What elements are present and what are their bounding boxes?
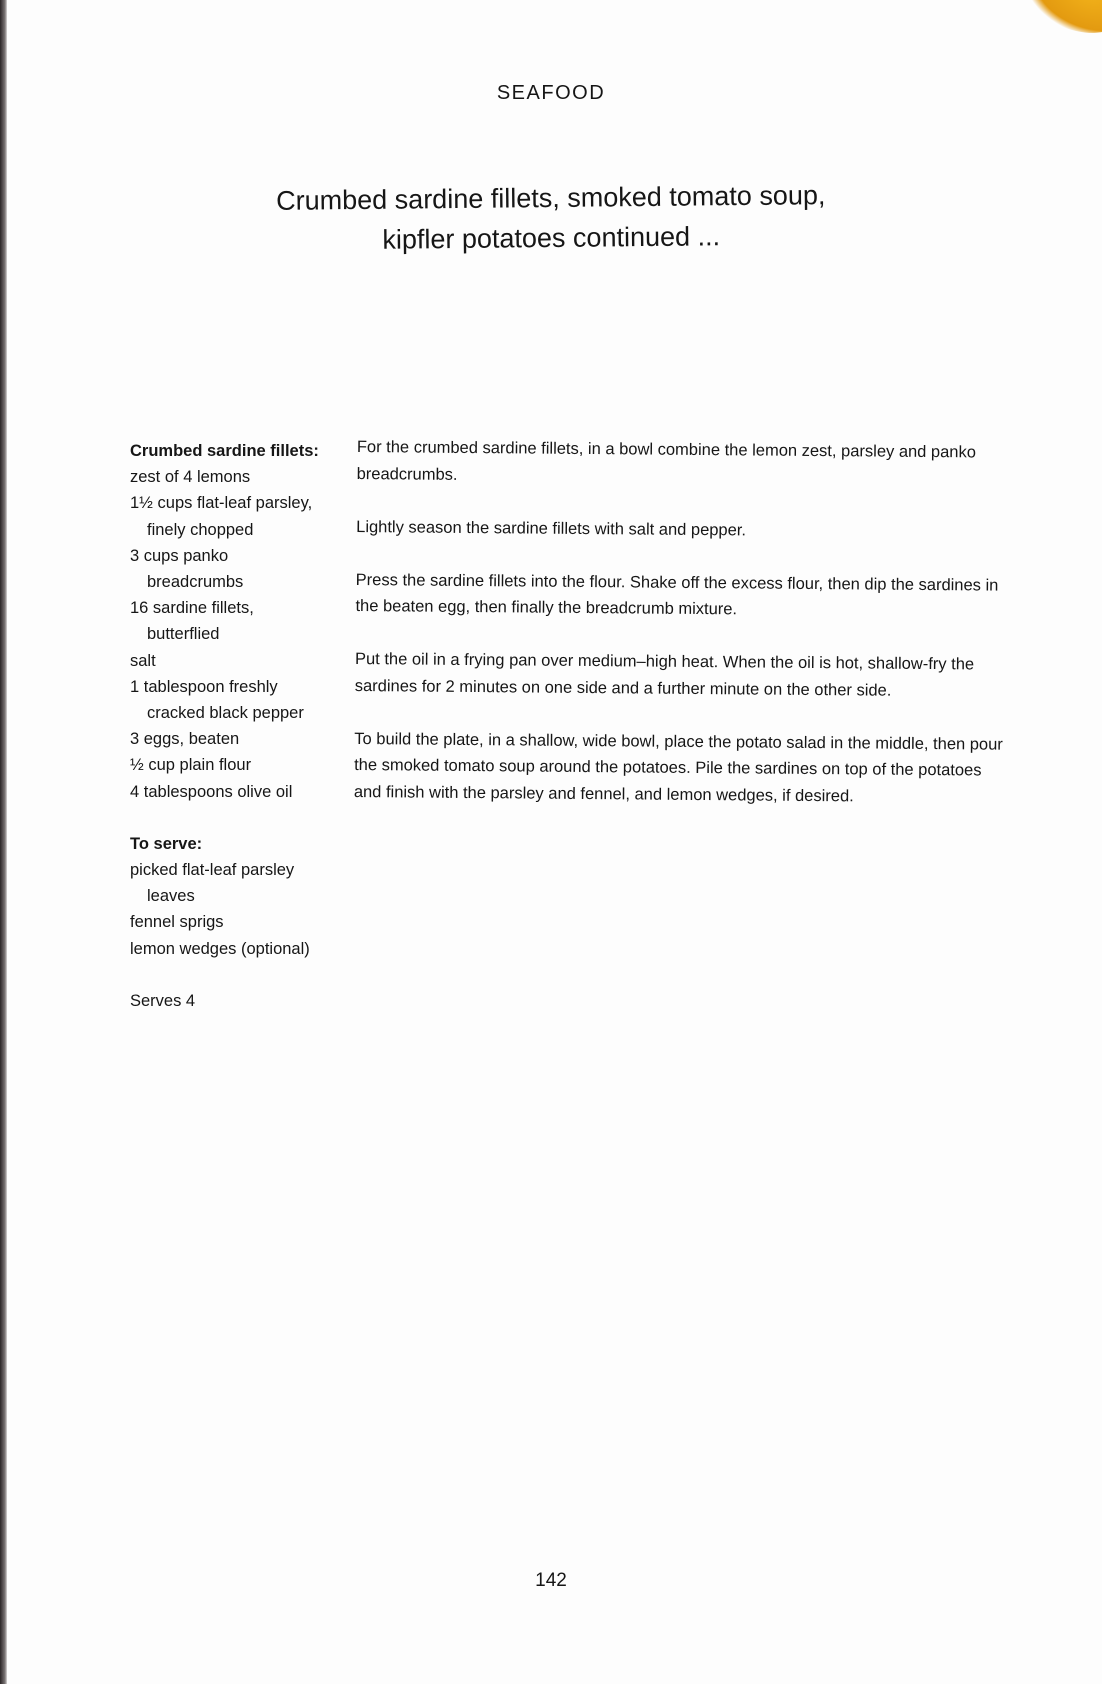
- ingredient-text: ½ cup plain flour: [130, 756, 252, 775]
- ingredient-text: lemon wedges (optional): [130, 939, 310, 958]
- ingredient-text-continued: butterflied: [147, 625, 220, 644]
- ingredient-group-heading: Crumbed sardine fillets:: [130, 442, 319, 460]
- method-step: Lightly season the sardine fillets with salt and pepper.: [356, 517, 747, 539]
- ingredient-text-continued: cracked black pepper: [147, 704, 304, 723]
- ingredient-item: [130, 752, 350, 778]
- ingredient-text: 1 tablespoon freshly: [130, 677, 278, 696]
- method-step: Put the oil in a frying pan over medium–high heat. When the oil is hot, shallow-fry the sardines for 2 minutes on one side and a further minute on the other side.: [354, 649, 975, 700]
- ingredient-item: [130, 674, 350, 726]
- ingredient-item: [130, 464, 350, 490]
- recipe-title-line-1: Crumbed sardine fillets, smoked tomato soup,: [276, 180, 826, 216]
- spacer: [130, 962, 350, 988]
- method-steps: [354, 434, 1007, 837]
- ingredient-text: fennel sprigs: [130, 913, 224, 932]
- ingredient-text: picked flat-leaf parsley: [130, 861, 295, 880]
- ingredient-item: [130, 779, 350, 805]
- ingredient-item: [130, 543, 350, 595]
- section-header: SEAFOOD: [496, 82, 606, 104]
- page-number: 142: [535, 1570, 567, 1591]
- method-step: To build the plate, in a shallow, wide bowl, place the potato salad in the middle, then pour the smoked tomato soup around the potatoes. Pile the sardines on top of the potatoes and finish with the parsley and fennel, and lemon wedges, if desired.: [353, 729, 1003, 805]
- ingredient-item: [130, 857, 350, 909]
- ingredient-item: [130, 595, 350, 647]
- ingredient-text: 3 cups panko: [130, 546, 229, 565]
- ingredient-text: 3 eggs, beaten: [130, 730, 240, 749]
- page-corner-photo-edge: [1013, 0, 1102, 47]
- ingredient-item: [130, 726, 350, 752]
- recipe-title: [0, 172, 1102, 264]
- spacer: [130, 805, 350, 831]
- ingredient-text: 1½ cups flat-leaf parsley,: [130, 494, 313, 513]
- method-step: For the crumbed sardine fillets, in a bowl combine the lemon zest, parsley and panko breadcrumbs.: [356, 437, 977, 484]
- ingredient-text: zest of 4 lemons: [130, 468, 251, 487]
- method-step: Press the sardine fillets into the flour. Shake off the excess flour, then dip the sardines in the beaten egg, then finally the breadcrumb mixture.: [355, 570, 999, 619]
- ingredient-group-heading: To serve:: [130, 834, 203, 853]
- recipe-title-line-2: kipfler potatoes continued ...: [382, 221, 721, 255]
- ingredient-text-continued: finely chopped: [147, 520, 254, 539]
- ingredient-item: [130, 909, 350, 935]
- ingredient-text: 4 tablespoons olive oil: [130, 782, 293, 801]
- ingredient-item: [130, 648, 350, 674]
- ingredients-list: [130, 438, 350, 1014]
- ingredient-text-continued: breadcrumbs: [147, 573, 244, 592]
- ingredient-text: salt: [130, 651, 156, 670]
- serves-count: Serves 4: [130, 991, 196, 1010]
- ingredient-item: [130, 936, 350, 962]
- ingredient-text: 16 sardine fillets,: [130, 599, 254, 618]
- ingredient-text-continued: leaves: [147, 887, 195, 906]
- ingredient-item: [130, 490, 350, 542]
